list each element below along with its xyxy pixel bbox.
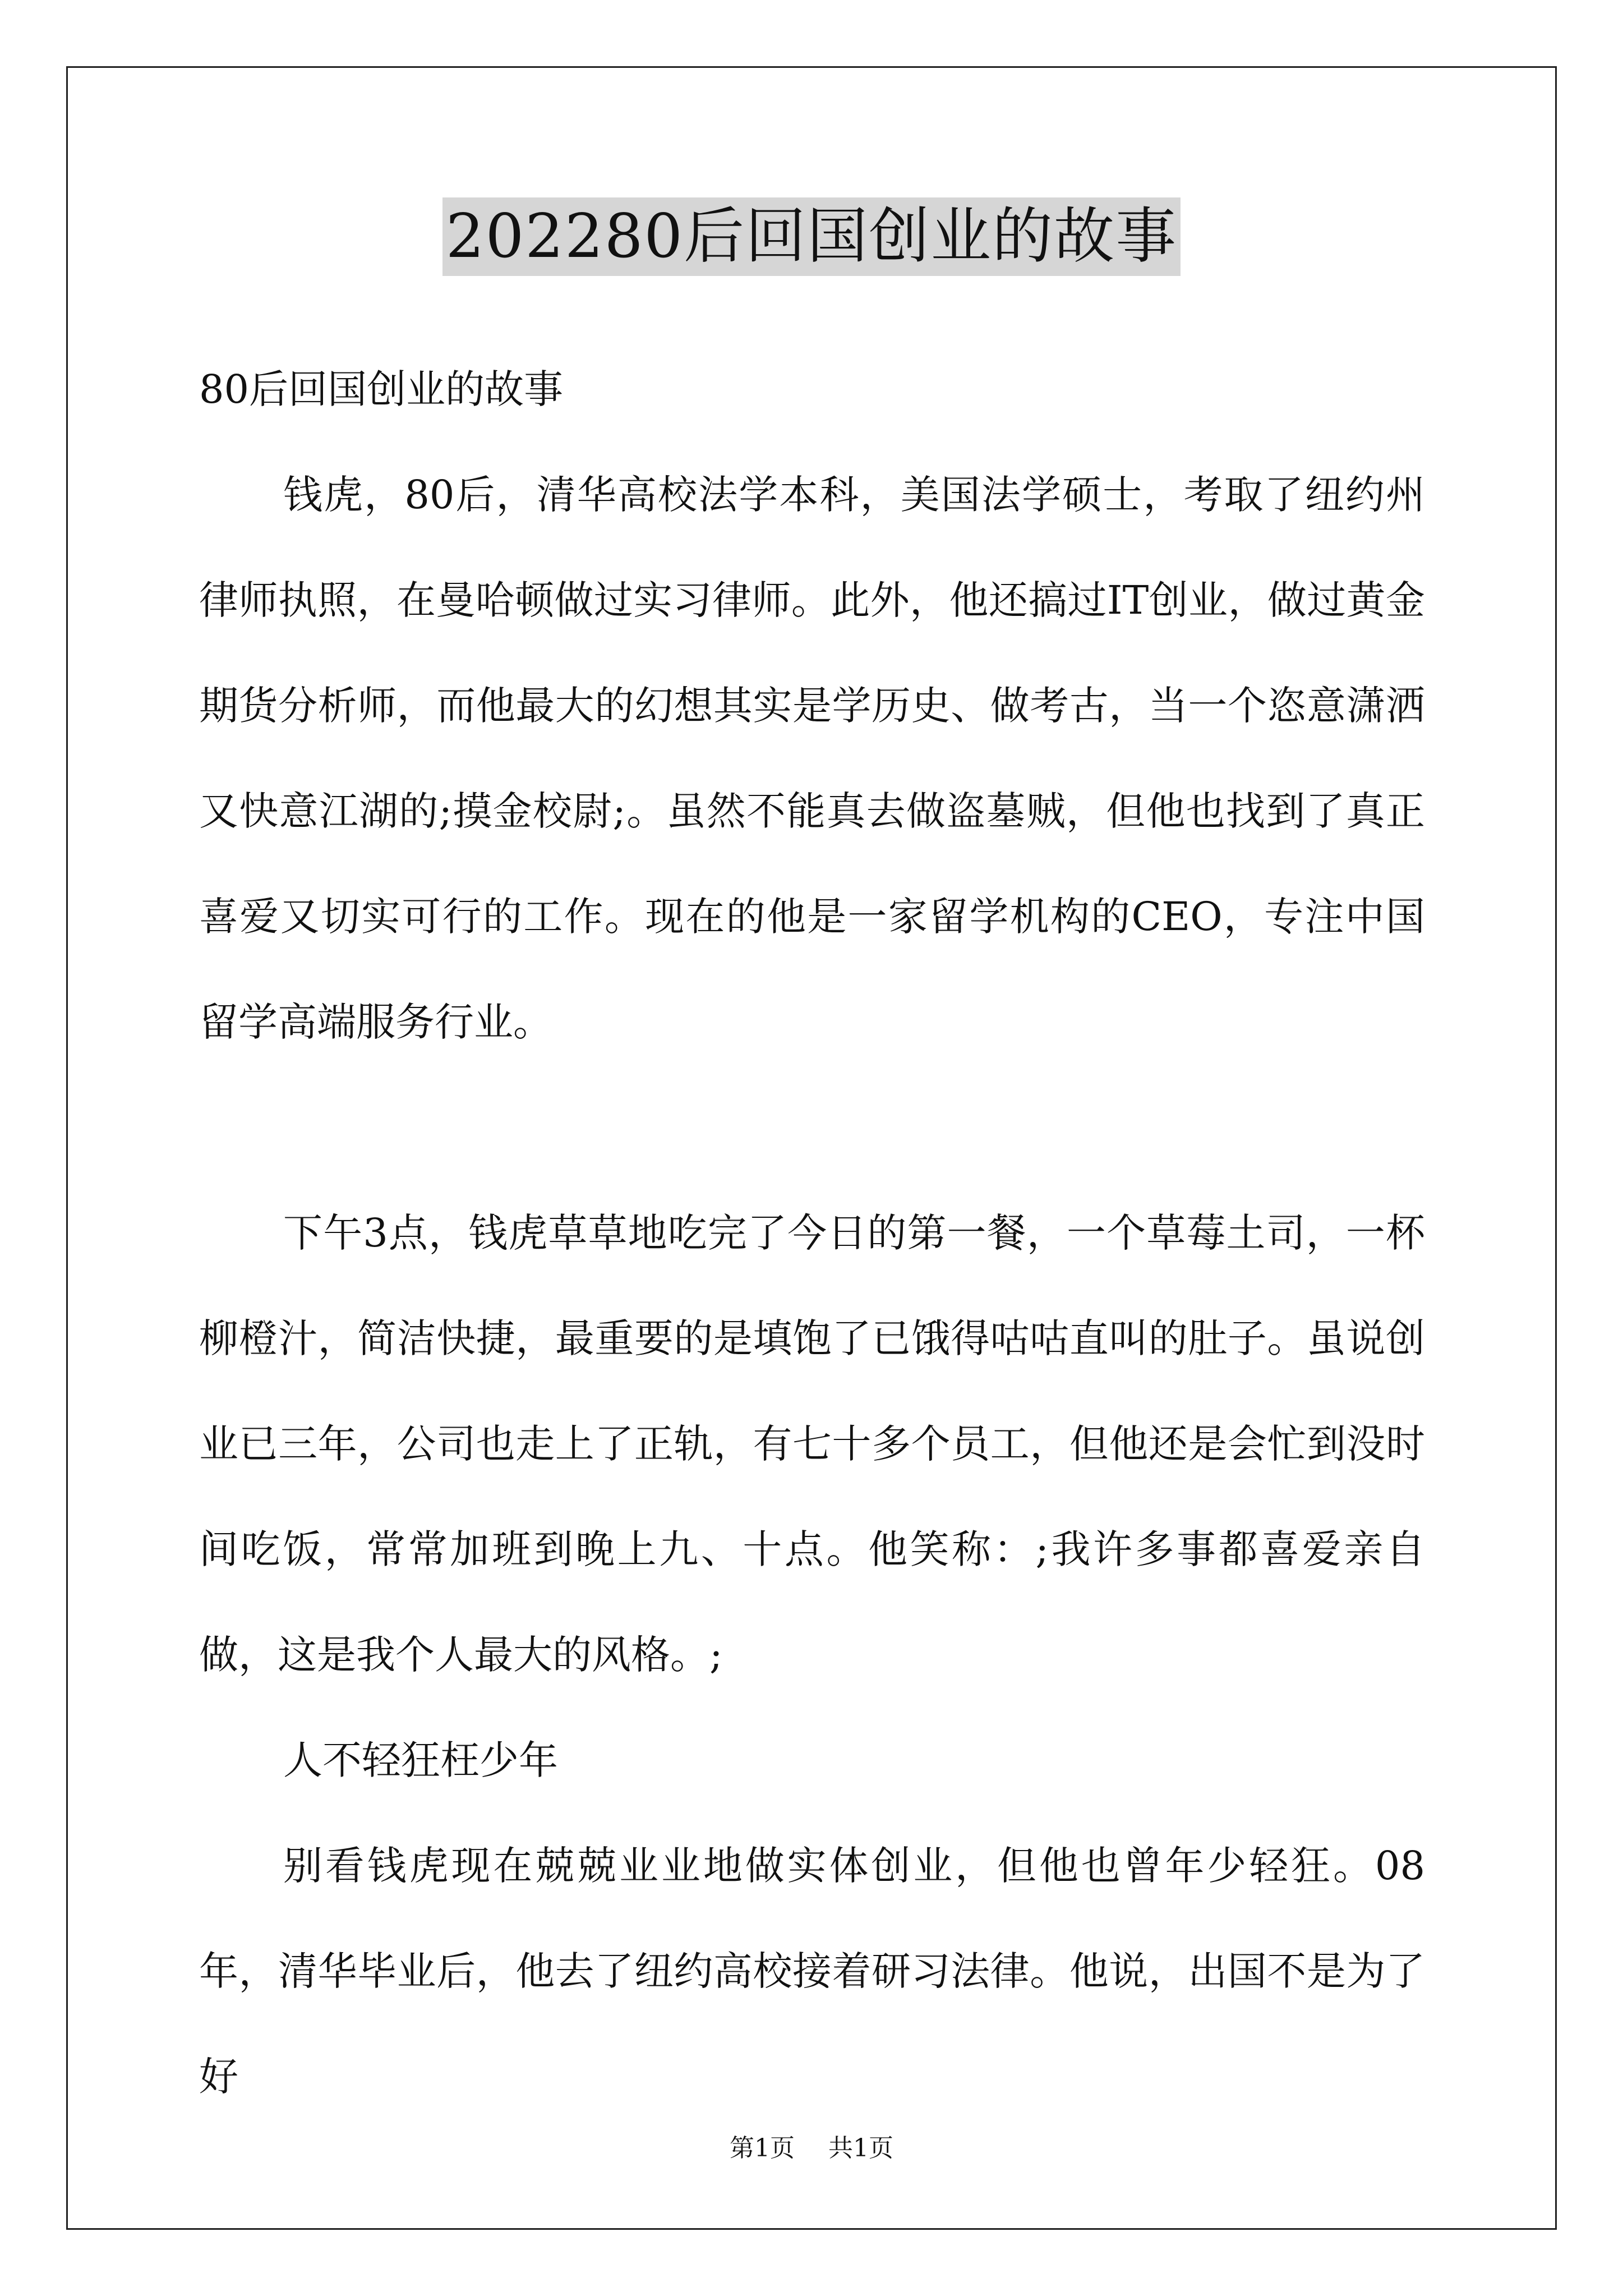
document-title: 202280后回国创业的故事 [442, 197, 1181, 276]
paragraph-1: 钱虎，80后，清华高校法学本科，美国法学硕士，考取了纽约州律师执照，在曼哈顿做过实习律师。此外，他还搞过IT创业，做过黄金期货分析师，而他最大的幻想其实是学历史、做考古，当一个恣意潇洒又快意江湖的;摸金校尉;。虽然不能真去做盗墓贼，但他也找到了真正喜爱又切实可行的工作。现在的他是一家留学机构的CEO，专注中国留学高端服务行业。 [199, 472, 1425, 1045]
title-container [0, 197, 1623, 276]
page-number: 第1页 [730, 2134, 795, 2162]
paragraph-2: 下午3点，钱虎草草地吃完了今日的第一餐，一个草莓土司，一杯柳橙汁，简洁快捷，最重要的是填饱了已饿得咕咕直叫的肚子。虽说创业已三年，公司也走上了正轨，有七十多个员工，但他还是会忙到没时间吃饭，常常加班到晚上九、十点。他笑称：;我许多事都喜爱亲自做，这是我个人最大的风格。; [199, 1210, 1425, 1678]
total-pages: 共1页 [828, 2134, 893, 2162]
subtitle: 80后回国创业的故事 [199, 366, 564, 412]
document-body [199, 337, 1425, 2129]
page-footer [0, 2132, 1623, 2165]
paragraph-gap [199, 1075, 1425, 1180]
paragraph-3: 别看钱虎现在兢兢业业地做实体创业，但他也曾年少轻狂。08年，清华毕业后，他去了纽约高校接着研习法律。他说，出国不是为了好 [199, 1843, 1425, 2100]
section-heading: 人不轻狂枉少年 [283, 1737, 558, 1783]
